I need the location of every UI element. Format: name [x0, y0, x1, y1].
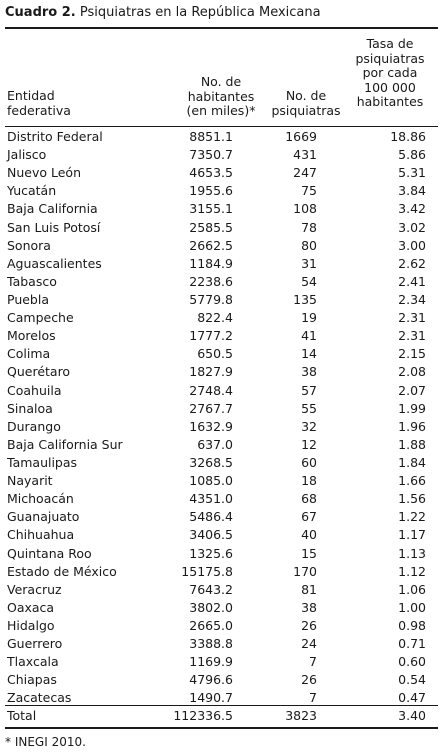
cell-entidad: Colima: [7, 346, 51, 362]
cell-entidad: Coahuila: [7, 382, 62, 398]
cell-psiquiatras: 247: [293, 165, 317, 181]
total-psiquiatras: 3823: [285, 708, 317, 723]
cell-tasa: 0.47: [398, 690, 426, 706]
header-habitantes: [168, 75, 274, 119]
cell-entidad: Chihuahua: [7, 527, 75, 543]
cell-entidad: Guerrero: [7, 636, 63, 652]
cell-habitantes: 2238.6: [189, 273, 233, 289]
cell-entidad: Jalisco: [7, 147, 47, 163]
table-row: [0, 182, 443, 200]
cell-habitantes: 4351.0: [189, 491, 233, 507]
cell-entidad: Yucatán: [7, 183, 57, 199]
cell-entidad: Veracruz: [7, 581, 62, 597]
cell-entidad: Durango: [7, 418, 61, 434]
table-row: [0, 327, 443, 345]
top-rule: [5, 27, 438, 29]
cell-habitantes: 1490.7: [189, 690, 233, 706]
cell-psiquiatras: 78: [301, 219, 317, 235]
table-row: [0, 508, 443, 526]
cell-tasa: 1.88: [398, 436, 426, 452]
cell-psiquiatras: 32: [301, 418, 317, 434]
table-row: [0, 219, 443, 237]
cell-psiquiatras: 80: [301, 237, 317, 253]
cell-habitantes: 7643.2: [189, 581, 233, 597]
cell-tasa: 2.31: [398, 310, 426, 326]
table-row: [0, 490, 443, 508]
table-caption: [5, 4, 321, 22]
cell-tasa: 1.56: [398, 491, 426, 507]
cell-tasa: 1.84: [398, 454, 426, 470]
table-row: [0, 635, 443, 653]
cell-tasa: 0.54: [398, 672, 426, 688]
table-row: [0, 382, 443, 400]
table-row: [0, 237, 443, 255]
caption-label: Cuadro 2.: [5, 5, 76, 20]
cell-habitantes: 637.0: [197, 436, 233, 452]
table-row: [0, 581, 443, 599]
cell-habitantes: 7350.7: [189, 147, 233, 163]
table-row: [0, 563, 443, 581]
cell-habitantes: 2767.7: [189, 400, 233, 416]
cell-entidad: Puebla: [7, 291, 49, 307]
cell-habitantes: 5486.4: [189, 509, 233, 525]
table-row: [0, 653, 443, 671]
header-tasa: [345, 37, 435, 110]
cell-psiquiatras: 170: [293, 563, 317, 579]
cell-tasa: 1.17: [398, 527, 426, 543]
cell-psiquiatras: 38: [301, 599, 317, 615]
table-row: [0, 273, 443, 291]
table-body: [0, 128, 443, 708]
header-habitantes-line-1: No. de: [200, 74, 242, 89]
total-habitantes: 112336.5: [173, 708, 233, 723]
cell-habitantes: 4796.6: [189, 672, 233, 688]
cell-tasa: 2.41: [398, 273, 426, 289]
total-row: [0, 707, 443, 725]
footnote: * INEGI 2010.: [5, 735, 86, 749]
cell-habitantes: 15175.8: [181, 563, 233, 579]
cell-habitantes: 8851.1: [189, 129, 233, 144]
cell-entidad: Quintana Roo: [7, 545, 92, 561]
cell-psiquiatras: 31: [301, 255, 317, 271]
table-row: [0, 363, 443, 381]
cell-tasa: 2.34: [398, 291, 426, 307]
cell-habitantes: 1085.0: [189, 473, 233, 489]
cell-entidad: Morelos: [7, 328, 56, 344]
cell-psiquiatras: 18: [301, 473, 317, 489]
cell-habitantes: 1169.9: [189, 654, 233, 670]
header-entidad: [7, 89, 71, 118]
cell-entidad: Sonora: [7, 237, 51, 253]
header-tasa-line-2: psiquiatras: [355, 50, 425, 66]
cell-habitantes: 1325.6: [189, 545, 233, 561]
cell-tasa: 2.07: [398, 382, 426, 398]
cell-psiquiatras: 55: [301, 400, 317, 416]
cell-psiquiatras: 19: [301, 310, 317, 326]
header-tasa-line-1: Tasa de: [366, 36, 414, 51]
cell-entidad: Distrito Federal: [7, 129, 103, 144]
cell-tasa: 0.98: [398, 617, 426, 633]
cell-psiquiatras: 54: [301, 273, 317, 289]
table-row: [0, 526, 443, 544]
cell-habitantes: 3388.8: [189, 636, 233, 652]
cell-psiquiatras: 7: [309, 654, 317, 670]
cell-psiquiatras: 14: [301, 346, 317, 362]
cell-tasa: 1.66: [398, 473, 426, 489]
table-row: [0, 545, 443, 563]
cell-tasa: 18.86: [390, 129, 426, 144]
table-row: [0, 436, 443, 454]
header-tasa-line-4: 100 000: [364, 79, 416, 95]
cell-tasa: 3.00: [398, 237, 426, 253]
table-row: [0, 472, 443, 490]
table-row: [0, 128, 443, 146]
cell-tasa: 1.22: [398, 509, 426, 525]
cell-habitantes: 5779.8: [189, 291, 233, 307]
cell-entidad: Michoacán: [7, 491, 74, 507]
cell-entidad: Aguascalientes: [7, 255, 102, 271]
cell-tasa: 2.62: [398, 255, 426, 271]
cell-psiquiatras: 68: [301, 491, 317, 507]
cell-psiquiatras: 60: [301, 454, 317, 470]
cell-habitantes: 2662.5: [189, 237, 233, 253]
cell-entidad: Zacatecas: [7, 690, 72, 706]
cell-tasa: 5.86: [398, 147, 426, 163]
cell-entidad: Nayarit: [7, 473, 53, 489]
cell-tasa: 1.12: [398, 563, 426, 579]
table-row: [0, 599, 443, 617]
table-row: [0, 309, 443, 327]
cell-psiquiatras: 12: [301, 436, 317, 452]
bottom-rule: [5, 727, 438, 729]
table-row: [0, 146, 443, 164]
cell-habitantes: 2665.0: [189, 617, 233, 633]
header-psiquiatras-line-2: psiquiatras: [271, 102, 341, 118]
table-row: [0, 255, 443, 273]
cell-habitantes: 3155.1: [189, 201, 233, 217]
cell-entidad: Sinaloa: [7, 400, 53, 416]
cell-habitantes: 2585.5: [189, 219, 233, 235]
cell-habitantes: 1632.9: [189, 418, 233, 434]
table-row: [0, 164, 443, 182]
cell-habitantes: 1777.2: [189, 328, 233, 344]
cell-psiquiatras: 26: [301, 617, 317, 633]
cell-psiquiatras: 57: [301, 382, 317, 398]
cell-psiquiatras: 81: [301, 581, 317, 597]
cell-habitantes: 1955.6: [189, 183, 233, 199]
cell-tasa: 5.31: [398, 165, 426, 181]
table-row: [0, 617, 443, 635]
cell-entidad: Campeche: [7, 310, 74, 326]
cell-entidad: Estado de México: [7, 563, 117, 579]
cell-psiquiatras: 15: [301, 545, 317, 561]
table-row: [0, 418, 443, 436]
cell-entidad: Chiapas: [7, 672, 57, 688]
cell-habitantes: 3802.0: [189, 599, 233, 615]
cell-tasa: 1.96: [398, 418, 426, 434]
cell-psiquiatras: 41: [301, 328, 317, 344]
cell-habitantes: 822.4: [197, 310, 233, 326]
cell-psiquiatras: 38: [301, 364, 317, 380]
cell-tasa: 1.13: [398, 545, 426, 561]
cell-habitantes: 1827.9: [189, 364, 233, 380]
cell-entidad: Baja California: [7, 201, 98, 217]
cell-entidad: San Luis Potosí: [7, 219, 101, 235]
cell-tasa: 2.08: [398, 364, 426, 380]
table-row: [0, 291, 443, 309]
header-psiquiatras-line-1: No. de: [285, 88, 327, 103]
cell-habitantes: 2748.4: [189, 382, 233, 398]
cell-psiquiatras: 135: [293, 291, 317, 307]
table-row: [0, 454, 443, 472]
total-tasa: 3.40: [398, 708, 426, 723]
cell-entidad: Tabasco: [7, 273, 57, 289]
total-rule: [5, 705, 438, 706]
cell-tasa: 3.42: [398, 201, 426, 217]
cell-entidad: Guanajuato: [7, 509, 80, 525]
header-psiquiatras: [268, 89, 344, 118]
table-row: [0, 200, 443, 218]
cell-tasa: 3.84: [398, 183, 426, 199]
cell-tasa: 2.15: [398, 346, 426, 362]
cell-psiquiatras: 431: [293, 147, 317, 163]
header-tasa-line-3: por cada: [362, 65, 418, 80]
header-habitantes-line-3: (en miles)*: [186, 103, 256, 118]
caption-text: Psiquiatras en la República Mexicana: [79, 5, 321, 20]
cell-psiquiatras: 7: [309, 690, 317, 706]
header-entidad-line-1: Entidad: [7, 88, 55, 103]
cell-psiquiatras: 26: [301, 672, 317, 688]
cell-entidad: Querétaro: [7, 364, 71, 380]
cell-tasa: 0.71: [398, 636, 426, 652]
cell-psiquiatras: 1669: [285, 129, 317, 144]
cell-habitantes: 3406.5: [189, 527, 233, 543]
cell-tasa: 0.60: [398, 654, 426, 670]
cell-tasa: 1.99: [398, 400, 426, 416]
cell-tasa: 2.31: [398, 328, 426, 344]
table-row: [0, 345, 443, 363]
total-label: Total: [7, 708, 37, 723]
cell-tasa: 3.02: [398, 219, 426, 235]
cell-entidad: Oaxaca: [7, 599, 55, 615]
cell-habitantes: 1184.9: [189, 255, 233, 271]
header-rule: [5, 126, 438, 127]
cell-psiquiatras: 40: [301, 527, 317, 543]
table-row: [0, 400, 443, 418]
cell-tasa: 1.06: [398, 581, 426, 597]
cell-psiquiatras: 108: [293, 201, 317, 217]
header-tasa-line-5: habitantes: [356, 94, 424, 109]
cell-entidad: Hidalgo: [7, 617, 55, 633]
cell-habitantes: 4653.5: [189, 165, 233, 181]
table-row: [0, 671, 443, 689]
cell-tasa: 1.00: [398, 599, 426, 615]
cell-entidad: Baja California Sur: [7, 436, 123, 452]
cell-psiquiatras: 75: [301, 183, 317, 199]
cell-entidad: Tamaulipas: [7, 454, 78, 470]
cell-habitantes: 650.5: [197, 346, 233, 362]
header-entidad-line-2: federativa: [7, 102, 71, 118]
cell-psiquiatras: 67: [301, 509, 317, 525]
cell-entidad: Tlaxcala: [7, 654, 59, 670]
cell-entidad: Nuevo León: [7, 165, 81, 181]
cell-habitantes: 3268.5: [189, 454, 233, 470]
header-habitantes-line-2: habitantes: [187, 88, 255, 104]
cell-psiquiatras: 24: [301, 636, 317, 652]
